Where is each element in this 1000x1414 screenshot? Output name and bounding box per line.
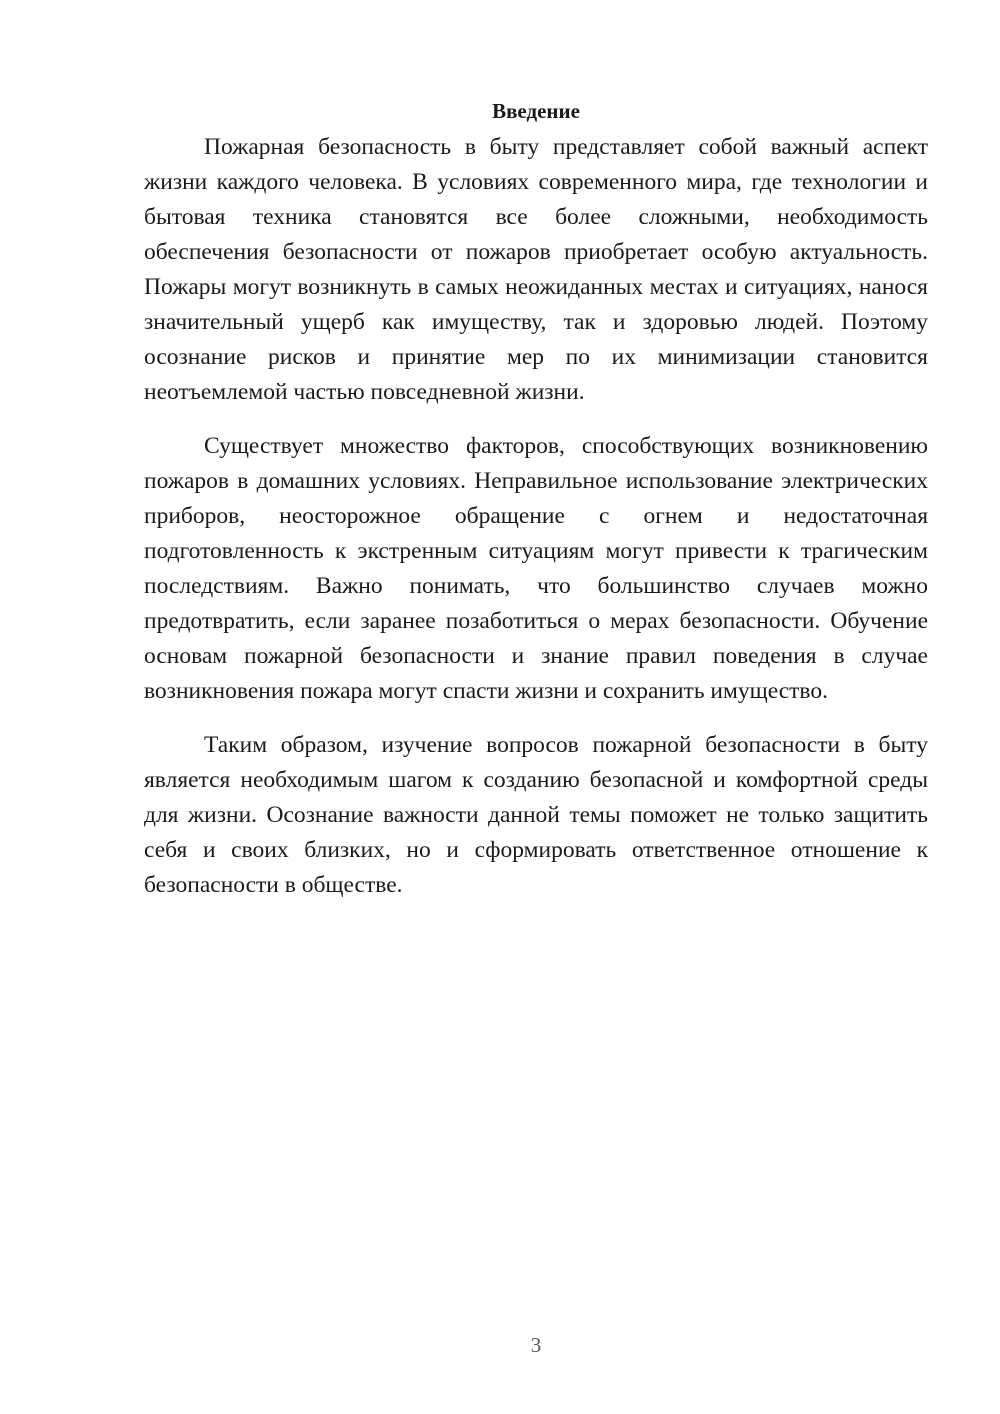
page-number: 3 bbox=[530, 1333, 542, 1357]
document-body bbox=[144, 96, 928, 922]
paragraph-3: Таким образом, изучение вопросов пожарной безопасности в быту является необходимым шагом к созданию безопасной и комфортной среды для жизни. Осознание важности данной темы поможет не только защитить себя и своих близких, но и сформировать ответственное отношение к безопасности в обществе. bbox=[144, 732, 928, 898]
paragraph-2: Существует множество факторов, способствующих возникновению пожаров в домашних условиях. Неправильное использование электрических приборов, неосторожное обращение с огнем и недостаточная подготовленность к экстренным ситуациям могут привести к трагическим последствиям. Важно понимать, что большинство случаев можно предотвратить, если заранее позаботиться о мерах безопасности. Обучение основам пожарной безопасности и знание правил поведения в случае возникновения пожара могут спасти жизни и сохранить имущество. bbox=[144, 433, 928, 704]
paragraph-1: Пожарная безопасность в быту представляет собой важный аспект жизни каждого человека. В условиях современного мира, где технологии и бытовая техника становятся все более сложными, необходимость обеспечения безопасности от пожаров приобретает особую актуальность. Пожары могут возникнуть в самых неожиданных местах и ситуациях, нанося значительный ущерб как имуществу, так и здоровью людей. Поэтому осознание рисков и принятие мер по их минимизации становится неотъемлемой частью повседневной жизни. bbox=[144, 134, 928, 405]
section-title: Введение bbox=[492, 99, 580, 123]
